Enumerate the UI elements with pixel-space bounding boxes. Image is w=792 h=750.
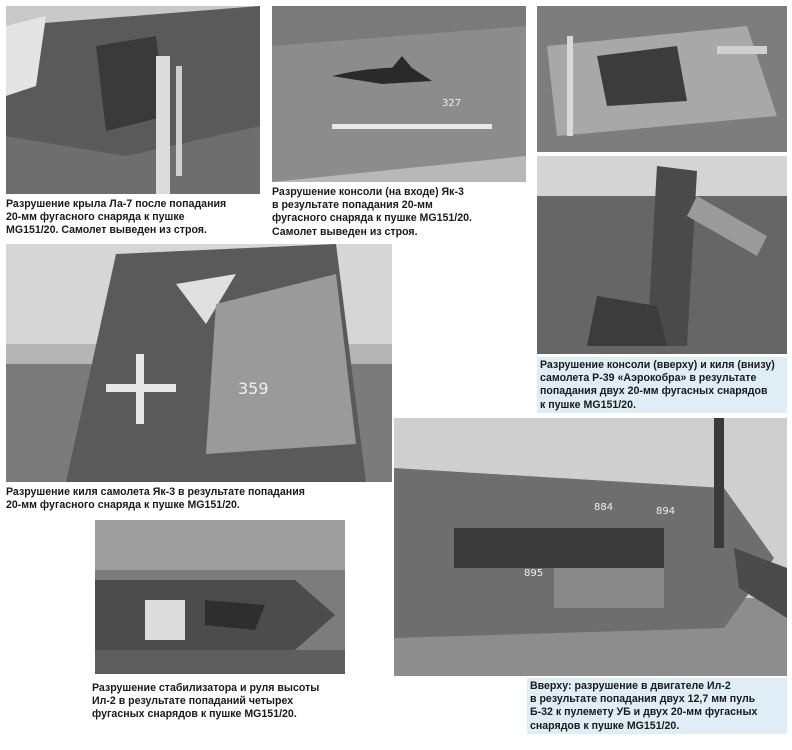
il2-stab-image <box>95 520 345 674</box>
engine-number-884: 884 <box>594 502 614 513</box>
engine-number-894: 894 <box>656 506 676 517</box>
il2-engine-image <box>394 418 787 676</box>
yak3-console-number: 327 <box>442 98 462 109</box>
caption-yak3-console: Разрушение консоли (на входе) Як-3 в результате попадания 20-мм фугасного снаряда к пушке MG151/20. Самолет выведен из строя. <box>272 186 472 238</box>
la7-wing-image <box>6 6 260 194</box>
yak3-fin-number: 359 <box>238 379 269 398</box>
wreck-image <box>537 6 787 152</box>
caption-yak3-fin: Разрушение киля самолета Як-3 в результате попадания 20-мм фугасного снаряда к пушке MG151/20. <box>6 486 305 512</box>
engine-number-895: 895 <box>524 568 544 579</box>
caption-il2-stabilizer: Разрушение стабилизатора и руля высоты Ил-2 в результате попаданий четырех фугасных снарядов к пушке MG151/20. <box>92 682 320 721</box>
photo-p39 <box>537 156 787 354</box>
yak3-fin-image <box>6 244 392 482</box>
photo-wreck-top-right <box>537 6 787 152</box>
p39-image <box>537 156 787 354</box>
caption-p39: Разрушение консоли (вверху) и киля (внизу) самолета Р-39 «Аэрокобра» в результате попадания двух 20-мм фугасных снарядов к пушке MG151/20. <box>540 359 775 411</box>
photo-il2-engine <box>394 418 787 676</box>
photo-yak3-fin <box>6 244 392 482</box>
photo-il2-stabilizer <box>95 520 345 674</box>
caption-il2-engine: Вверху: разрушение в двигателе Ил-2 в результате попадания двух 12,7 мм пуль Б-32 к пулемету УБ и двух 20-мм фугасных снарядов к пушке MG151/20. <box>530 680 758 732</box>
caption-la7-wing: Разрушение крыла Ла-7 после попадания 20-мм фугасного снаряда к пушке MG151/20. Самолет выведен из строя. <box>6 198 227 237</box>
photo-la7-wing <box>6 6 260 194</box>
yak3-console-image <box>272 6 526 182</box>
photo-yak3-console <box>272 6 526 182</box>
